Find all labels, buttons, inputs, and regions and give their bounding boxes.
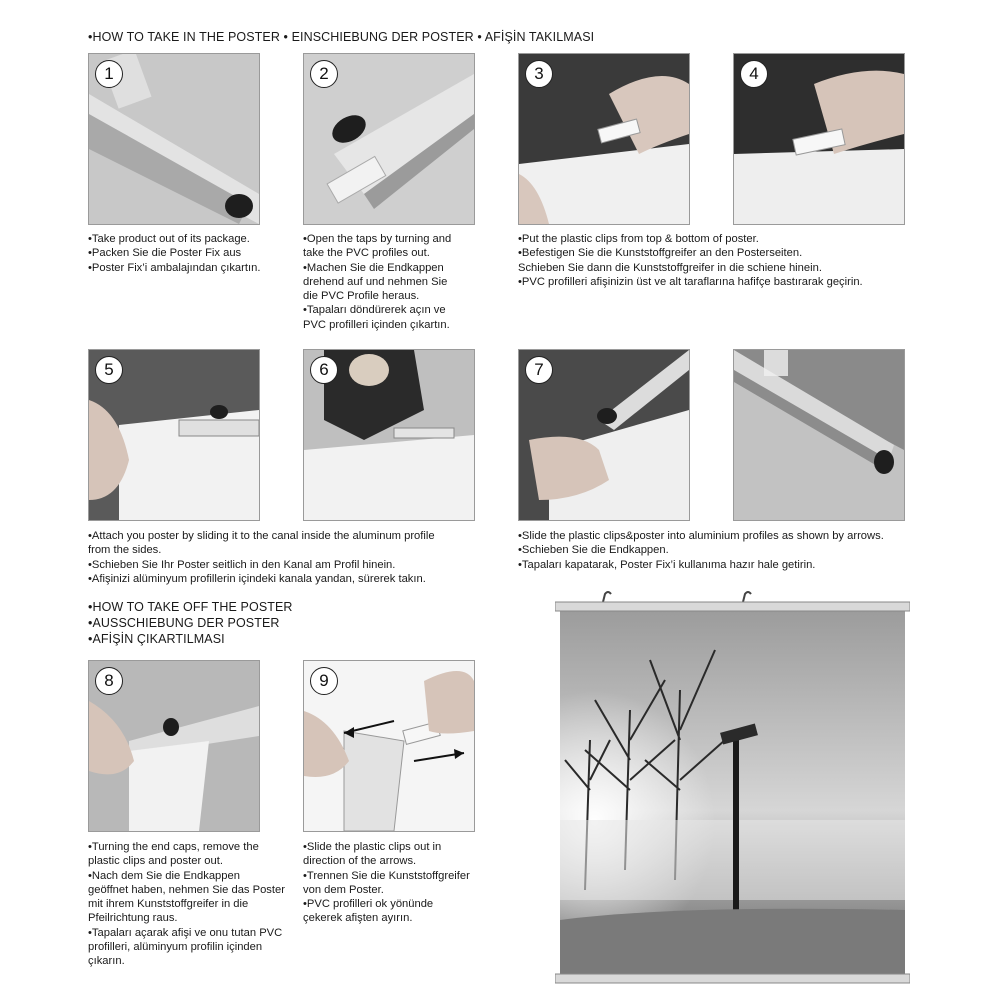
step-number-badge: 4 (740, 60, 768, 88)
caption-line: from the sides. (88, 544, 162, 557)
caption-line: çıkarın. (88, 955, 125, 968)
step-3-photo (518, 53, 690, 225)
caption-line: profilleri, alüminyum profilin içinden (88, 941, 263, 954)
caption-step-3-4 (518, 232, 863, 289)
caption-line: •Poster Fix’i ambalajından çıkartın. (88, 261, 261, 274)
caption-line: •Put the plastic clips from top & bottom of poster. (518, 233, 759, 245)
caption-line: mit ihrem Kunststoffgreifer in die (88, 898, 249, 911)
poster-example-image (555, 590, 910, 990)
caption-line: •Schieben Sie die Endkappen. (518, 544, 669, 557)
caption-step-1 (88, 232, 260, 275)
caption-step-7 (518, 529, 884, 572)
caption-step-8 (88, 840, 285, 969)
caption-line: geöffnet haben, nehmen Sie das Poster (88, 883, 285, 896)
step-number-badge: 9 (310, 667, 338, 695)
section-heading-take-off-en: •HOW TO TAKE OFF THE POSTER (88, 600, 293, 614)
step-2-photo (303, 53, 475, 225)
caption-line: •Tapaları açarak afişi ve onu tutan PVC (88, 926, 283, 939)
step-number-badge: 2 (310, 60, 338, 88)
caption-line: •Tapaları döndürerek açın ve (303, 304, 446, 317)
section-heading-take-off-tr: •AFİŞİN ÇIKARTILMASI (88, 632, 225, 646)
caption-line: •Machen Sie die Endkappen (303, 261, 444, 274)
poster-example (555, 590, 910, 990)
caption-line: plastic clips and poster out. (88, 855, 223, 868)
caption-line: von dem Poster. (303, 883, 384, 896)
caption-line: •Schieben Sie Ihr Poster seitlich in den Kanal am Profil hinein. (88, 558, 396, 571)
caption-step-2 (303, 232, 451, 332)
caption-line: •Slide the plastic clips out in (303, 841, 442, 853)
caption-line: •PVC profilleri afişinizin üst ve alt taraflarına hafifçe bastırarak geçirin. (518, 275, 863, 288)
caption-line: drehend auf und nehmen Sie (303, 275, 448, 288)
step-6-photo (303, 349, 475, 521)
caption-line: •Afişinizi alüminyum profillerin içindeki kanala yandan, sürerek takın. (88, 572, 426, 585)
caption-line: die PVC Profile heraus. (303, 290, 420, 303)
caption-line: •Open the taps by turning and (303, 233, 452, 245)
caption-line: çekerek afişten ayırın. (303, 912, 413, 925)
step-1-photo (88, 53, 260, 225)
caption-line: PVC profilleri içinden çıkartın. (303, 318, 450, 331)
caption-step-9 (303, 840, 470, 926)
step-4-photo (733, 53, 905, 225)
step-5-photo (88, 349, 260, 521)
caption-line: •Trennen Sie die Kunststoffgreifer (303, 869, 470, 882)
step-7-photo (518, 349, 690, 521)
assembled-profile-photo (733, 349, 905, 521)
step-number-badge: 5 (95, 356, 123, 384)
step-number-badge: 1 (95, 60, 123, 88)
caption-line: direction of the arrows. (303, 855, 417, 868)
caption-line: •Attach you poster by sliding it to the canal inside the aluminum profile (88, 530, 435, 542)
section-heading-take-off-de: •AUSSCHIEBUNG DER POSTER (88, 616, 280, 630)
caption-line: •Packen Sie die Poster Fix aus (88, 247, 242, 260)
step-8-photo (88, 660, 260, 832)
caption-line: •Befestigen Sie die Kunststoffgreifer an den Posterseiten. (518, 247, 803, 260)
caption-line: •PVC profilleri ok yönünde (303, 898, 434, 911)
caption-line: •Tapaları kapatarak, Poster Fix’i kullanıma hazır hale getirin. (518, 558, 816, 571)
step-number-badge: 3 (525, 60, 553, 88)
step-number-badge: 7 (525, 356, 553, 384)
caption-line: •Nach dem Sie die Endkappen (88, 869, 240, 882)
caption-line: •Slide the plastic clips&poster into aluminium profiles as shown by arrows. (518, 530, 884, 542)
caption-line: take the PVC profiles out. (303, 247, 430, 260)
caption-line: Pfeilrichtung raus. (88, 912, 178, 925)
caption-line: •Turning the end caps, remove the (88, 841, 259, 853)
step-number-badge: 8 (95, 667, 123, 695)
caption-line: Schieben Sie dann die Kunststoffgreifer in die schiene hinein. (518, 261, 822, 274)
step-9-photo (303, 660, 475, 832)
caption-step-5-6 (88, 529, 435, 586)
section-heading-put-in: •HOW TO TAKE IN THE POSTER • EINSCHIEBUNG DER POSTER • AFİŞİN TAKILMASI (88, 30, 595, 44)
caption-line: •Take product out of its package. (88, 233, 250, 245)
step-number-badge: 6 (310, 356, 338, 384)
